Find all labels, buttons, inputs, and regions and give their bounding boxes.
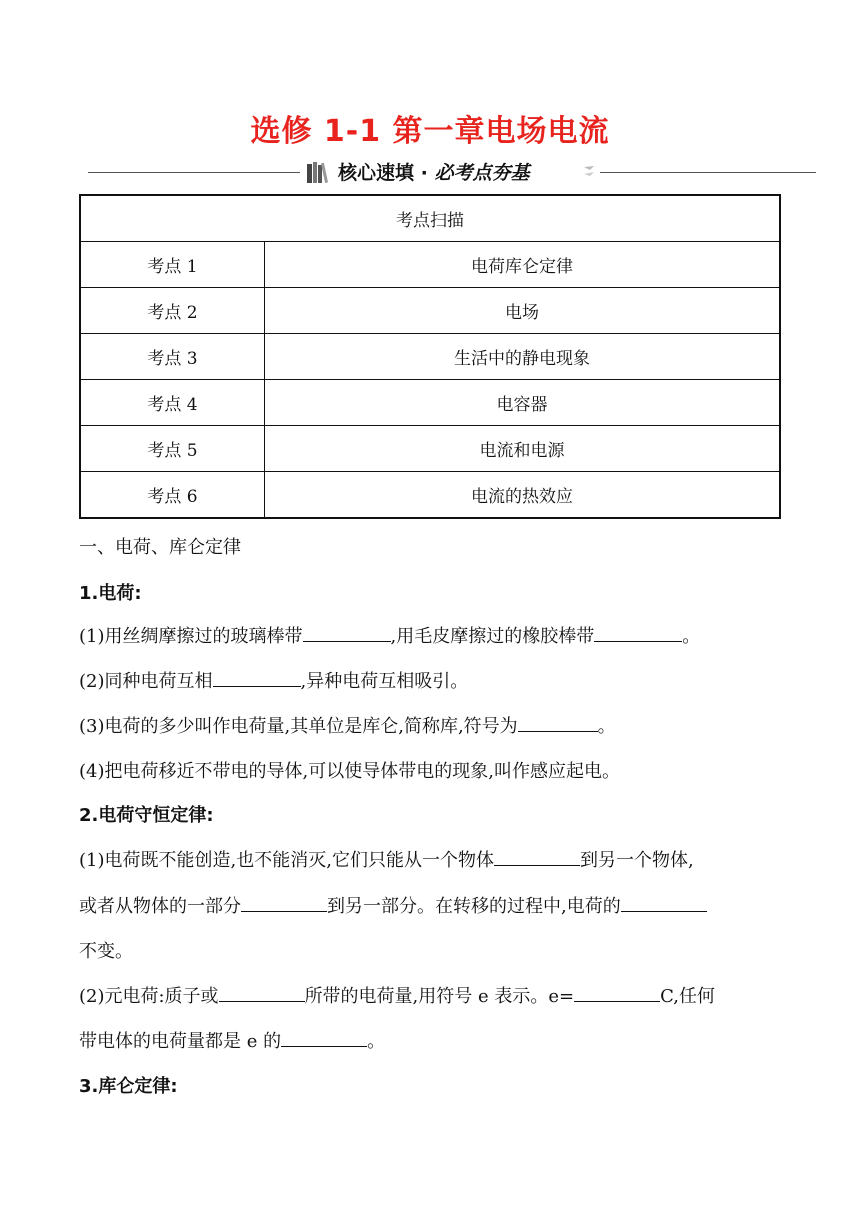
banner-divider-right xyxy=(600,172,816,173)
item-text: 。 xyxy=(682,626,701,647)
table-row xyxy=(80,334,780,380)
item-1-2 xyxy=(79,667,789,697)
answer-blank[interactable] xyxy=(574,983,660,1002)
point-label: 考点 5 xyxy=(80,426,265,472)
subheading-coulomb: 3.库仑定律: xyxy=(79,1076,178,1097)
item-text: 到另一个物体, xyxy=(579,850,694,871)
item-2-2-line1 xyxy=(79,982,789,1012)
point-topic: 生活中的静电现象 xyxy=(265,334,781,380)
point-topic: 电流的热效应 xyxy=(265,472,781,519)
item-text: 带电体的电荷量都是 e 的 xyxy=(79,1031,282,1052)
arrow-decoration-icon xyxy=(582,164,596,178)
books-icon xyxy=(306,160,332,184)
point-label: 考点 3 xyxy=(80,334,265,380)
answer-blank[interactable] xyxy=(213,668,301,687)
answer-blank[interactable] xyxy=(303,623,391,642)
item-text: (2)元电荷:质子或 xyxy=(79,986,219,1007)
item-1-1 xyxy=(79,622,789,652)
point-label: 考点 6 xyxy=(80,472,265,519)
table-row xyxy=(80,380,780,426)
table-header: 考点扫描 xyxy=(80,195,780,242)
banner-label: 核心速填 · xyxy=(338,162,435,184)
page-title: 选修 1-1 第一章电场电流 xyxy=(250,114,610,149)
table-row xyxy=(80,426,780,472)
answer-blank[interactable] xyxy=(621,893,707,912)
item-text: (1)用丝绸摩擦过的玻璃棒带 xyxy=(79,626,303,647)
item-text: ,用毛皮摩擦过的橡胶棒带 xyxy=(390,626,595,647)
item-1-3 xyxy=(79,712,789,742)
point-label: 考点 2 xyxy=(80,288,265,334)
subheading-conservation: 2.电荷守恒定律: xyxy=(79,805,214,826)
section-heading: 一、电荷、库仑定律 xyxy=(79,537,241,558)
item-2-1-line3: 不变。 xyxy=(79,941,133,962)
item-2-1-line1 xyxy=(79,846,789,876)
table-row xyxy=(80,288,780,334)
item-1-4: (4)把电荷移近不带电的导体,可以使导体带电的现象,叫作感应起电。 xyxy=(79,761,620,782)
point-topic: 电荷库仑定律 xyxy=(265,242,781,288)
item-text: 或者从物体的一部分 xyxy=(79,896,241,917)
point-topic: 电容器 xyxy=(265,380,781,426)
answer-blank[interactable] xyxy=(494,847,580,866)
banner-slogan: 必考点夯基 xyxy=(434,162,530,184)
point-label: 考点 4 xyxy=(80,380,265,426)
item-text: (2)同种电荷互相 xyxy=(79,671,213,692)
answer-blank[interactable] xyxy=(594,623,682,642)
table-row xyxy=(80,472,780,519)
answer-blank[interactable] xyxy=(241,893,327,912)
answer-blank[interactable] xyxy=(219,983,305,1002)
item-text: (3)电荷的多少叫作电荷量,其单位是库仑,简称库,符号为 xyxy=(79,716,518,737)
point-topic: 电流和电源 xyxy=(265,426,781,472)
item-text: 。 xyxy=(597,716,616,737)
subheading-charge: 1.电荷: xyxy=(79,583,142,604)
item-text: 。 xyxy=(367,1031,386,1052)
item-2-1-line2 xyxy=(79,892,789,922)
item-text: 到另一部分。在转移的过程中,电荷的 xyxy=(327,896,621,917)
item-text: (1)电荷既不能创造,也不能消灭,它们只能从一个物体 xyxy=(79,850,494,871)
point-topic: 电场 xyxy=(265,288,781,334)
table-row xyxy=(80,242,780,288)
answer-blank[interactable] xyxy=(281,1028,367,1047)
section-banner xyxy=(88,156,816,188)
banner-text xyxy=(338,158,529,185)
exam-points-table xyxy=(79,194,781,519)
answer-blank[interactable] xyxy=(518,713,598,732)
item-2-2-line2 xyxy=(79,1027,789,1057)
item-text: C,任何 xyxy=(660,986,715,1007)
item-text: 所带的电荷量,用符号 e 表示。e= xyxy=(304,986,575,1007)
item-text: ,异种电荷互相吸引。 xyxy=(300,671,469,692)
banner-divider-left xyxy=(88,172,300,173)
point-label: 考点 1 xyxy=(80,242,265,288)
